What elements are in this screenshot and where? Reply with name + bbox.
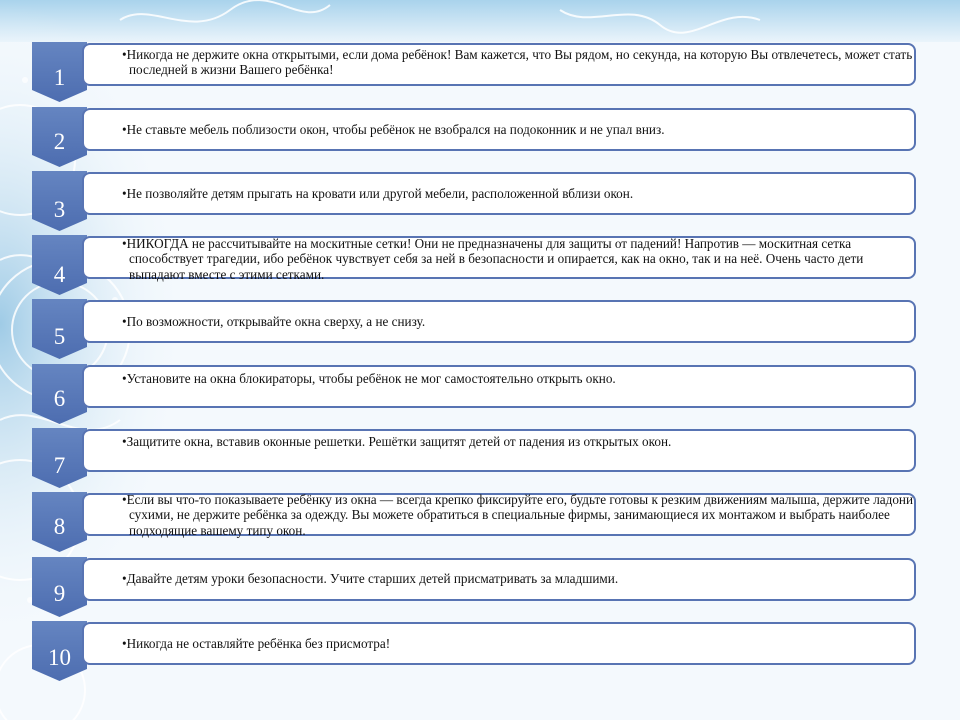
item-text: •Установите на окна блокираторы, чтобы ребёнок не мог самостоятельно открыть окно. bbox=[122, 371, 616, 386]
item-text: •Защитите окна, вставив оконные решетки. Решётки защитят детей от падения из открытых окон. bbox=[122, 434, 672, 449]
list-item bbox=[32, 235, 920, 295]
list-item bbox=[32, 428, 920, 488]
item-number: 8 bbox=[53, 514, 66, 539]
item-number: 10 bbox=[48, 645, 71, 670]
item-number: 6 bbox=[53, 386, 66, 411]
item-text: •Не ставьте мебель поблизости окон, чтобы ребёнок не взобрался на подоконник и не упал вниз. bbox=[122, 122, 665, 137]
list-item bbox=[32, 621, 920, 681]
item-text: •Давайте детям уроки безопасности. Учите старших детей присматривать за младшими. bbox=[122, 571, 619, 586]
list-item bbox=[32, 171, 920, 231]
item-text: •Никогда не оставляйте ребёнка без присмотра! bbox=[122, 636, 391, 651]
list-item bbox=[32, 107, 920, 167]
item-number: 1 bbox=[53, 65, 66, 90]
item-text: •Никогда не держите окна открытыми, если дома ребёнок! Вам кажется, что Вы рядом, но секунда, на которую Вы отвлечетесь, может стать последней в жизни Вашего ребёнка! bbox=[122, 47, 913, 78]
item-number: 7 bbox=[53, 453, 66, 478]
list-item bbox=[32, 299, 920, 359]
list-item bbox=[32, 492, 920, 552]
item-number: 5 bbox=[53, 324, 66, 349]
list-item bbox=[32, 42, 920, 102]
item-number: 3 bbox=[53, 197, 66, 222]
item-text: •Если вы что-то показываете ребёнку из окна — всегда крепко фиксируйте его, будьте готовы к резким движениям малыша, держите ладони сухими, не держите ребёнка за одежду. Вы можете обратиться в специальные фирмы, занимающиеся их монтажом и выбрать наиболее подходящие вашему типу окон. bbox=[122, 492, 914, 538]
item-text: •По возможности, открывайте окна сверху, а не снизу. bbox=[122, 314, 426, 329]
list-item bbox=[32, 364, 920, 424]
list-item bbox=[32, 557, 920, 617]
item-text: •НИКОГДА не рассчитывайте на москитные сетки! Они не предназначены для защиты от падений! Напротив — москитная сетка способствует трагедии, ибо ребёнок чувствует себя за ней в безопасности и опирается, как на окно, так и на неё. Очень часто дети выпадают вместе с этими сетками. bbox=[122, 236, 864, 282]
item-number: 4 bbox=[53, 262, 66, 287]
item-text: •Не позволяйте детям прыгать на кровати или другой мебели, расположенной вблизи окон. bbox=[122, 186, 634, 201]
item-number: 9 bbox=[53, 581, 66, 606]
item-number: 2 bbox=[53, 129, 66, 154]
